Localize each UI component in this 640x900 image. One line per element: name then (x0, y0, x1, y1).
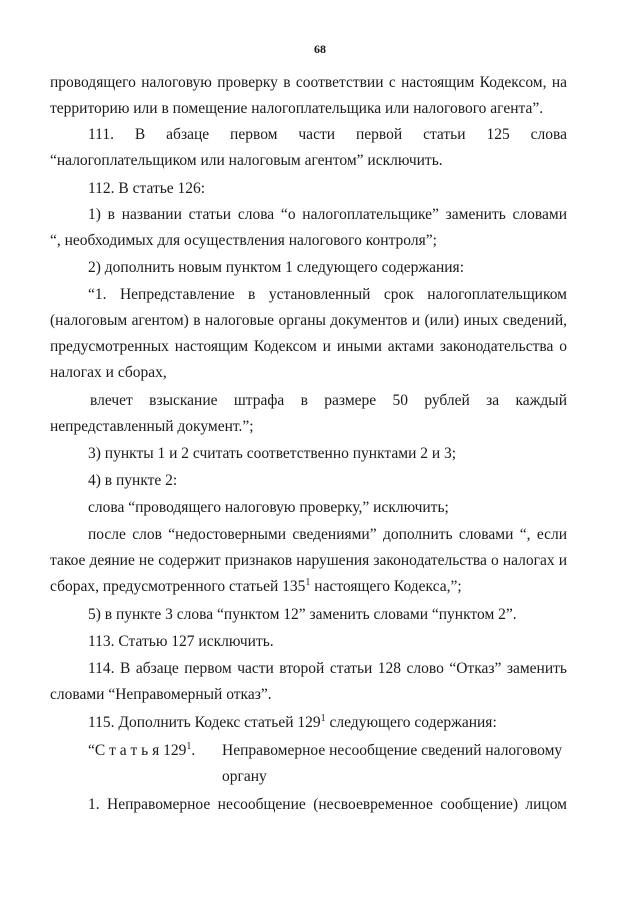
article-label: “С т а т ь я $129^1$. (88, 740, 196, 759)
text-line: 1. Неправомерное несообщение (несвоевременное сообщение) лицом (88, 796, 567, 813)
text-line: проводящего налоговую проверку в соответствии с настоящим Кодексом, на (50, 74, 567, 91)
text-line: непредставленный документ.”; (50, 418, 254, 435)
text-line: 4) в пункте 2: (88, 472, 178, 489)
text-line-with-superscript: сборах, предусмотренного статьей $135^1$ настоящего Кодекса,”; (50, 576, 462, 595)
page-number: 68 (314, 42, 326, 56)
text-line-with-superscript: 115. Дополнить Кодекс статьей $129^1$ следующего содержания: (88, 712, 497, 731)
text-line: 113. Статью 127 исключить. (88, 633, 274, 650)
text-line: “налогоплательщиком или налоговым агентом” исключить. (50, 152, 443, 169)
text-line: 112. В статье 126: (88, 180, 206, 197)
text-line: 5) в пункте 3 слова “пунктом 12” заменить словами “пунктом 2”. (88, 606, 517, 623)
text-line: слова “проводящего налоговую проверку,” исключить; (88, 499, 449, 516)
text-line: территорию или в помещение налогоплательщика или налогового агента”. (50, 100, 544, 117)
article-title-line-2: органу (222, 768, 267, 785)
text-line: 3) пункты 1 и 2 считать соответственно пунктами 2 и 3; (88, 445, 457, 462)
article-heading (0, 738, 640, 764)
text-line: 114. В абзаце первом части второй статьи 128 слово “Отказ” заменить (88, 660, 567, 677)
text-line: 1) в названии статьи слова “о налогоплательщике” заменить словами (88, 206, 567, 223)
text-line: влечет взыскание штрафа в размере 50 рублей за каждый (90, 392, 567, 409)
text-line: (налоговым агентом) в налоговые органы документов и (или) иных сведений, (50, 312, 567, 329)
text-line: такое деяние не содержит признаков нарушения законодательства о налогах и (50, 552, 567, 569)
text-line: предусмотренных настоящим Кодексом и иными актами законодательства о (50, 338, 567, 355)
text-line: 111. В абзаце первом части первой статьи 125 слова (88, 126, 567, 143)
article-title-line-1: Неправомерное несообщение сведений налоговому (222, 742, 563, 759)
text-line: словами “Неправомерный отказ”. (50, 686, 272, 703)
text-line: после слов “недостоверными сведениями” дополнить словами “, если (88, 526, 567, 543)
text-line: 2) дополнить новым пунктом 1 следующего содержания: (88, 259, 464, 276)
text-line: “1. Непредставление в установленный срок налогоплательщиком (88, 286, 567, 303)
text-line: “, необходимых для осуществления налогового контроля”; (50, 232, 437, 249)
text-line: налогах и сборах, (50, 364, 167, 381)
